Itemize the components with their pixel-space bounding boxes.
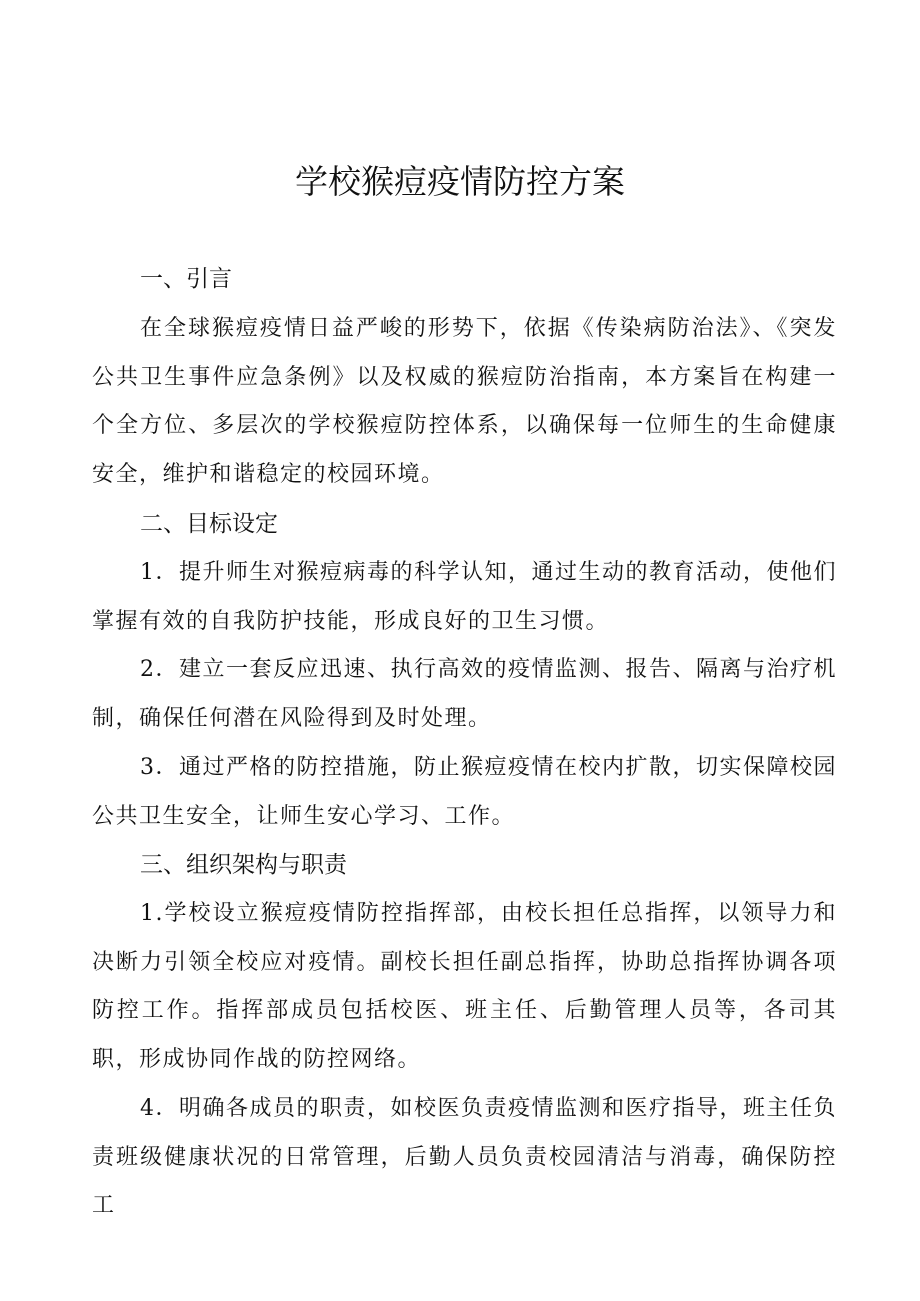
- paragraph-organization-4: 4．明确各成员的职责，如校医负责疫情监测和医疗指导，班主任负责班级健康状况的日常管理，后勤人员负责校园清洁与消毒，确保防控工: [92, 1096, 837, 1218]
- section-heading-introduction: 一、引言: [140, 266, 232, 292]
- paragraph-introduction: 在全球猴痘疫情日益严峻的形势下，依据《传染病防治法》、《突发公共卫生事件应急条例》以及权威的猴痘防治指南，本方案旨在构建一个全方位、多层次的学校猴痘防控体系，以确保每一位师生的生命健康安全，维护和谐稳定的校园环境。: [92, 316, 837, 487]
- section-heading-organization: 三、组织架构与职责: [140, 852, 347, 878]
- section-heading-goals: 二、目标设定: [140, 511, 278, 537]
- paragraph-goal-2: 2．建立一套反应迅速、执行高效的疫情监测、报告、隔离与治疗机制，确保任何潜在风险得到及时处理。: [92, 657, 837, 731]
- paragraph-organization-1: 1.学校设立猴痘疫情防控指挥部，由校长担任总指挥，以领导力和决断力引领全校应对疫情。副校长担任副总指挥，协助总指挥协调各项防控工作。指挥部成员包括校医、班主任、后勤管理人员等，各司其职，形成协同作战的防控网络。: [92, 901, 837, 1072]
- paragraph-goal-3: 3．通过严格的防控措施，防止猴痘疫情在校内扩散，切实保障校园公共卫生安全，让师生安心学习、工作。: [92, 755, 837, 829]
- paragraph-goal-1: 1．提升师生对猴痘病毒的科学认知，通过生动的教育活动，使他们掌握有效的自我防护技能，形成良好的卫生习惯。: [92, 560, 837, 634]
- document-title: 学校猴痘疫情防控方案: [295, 162, 625, 201]
